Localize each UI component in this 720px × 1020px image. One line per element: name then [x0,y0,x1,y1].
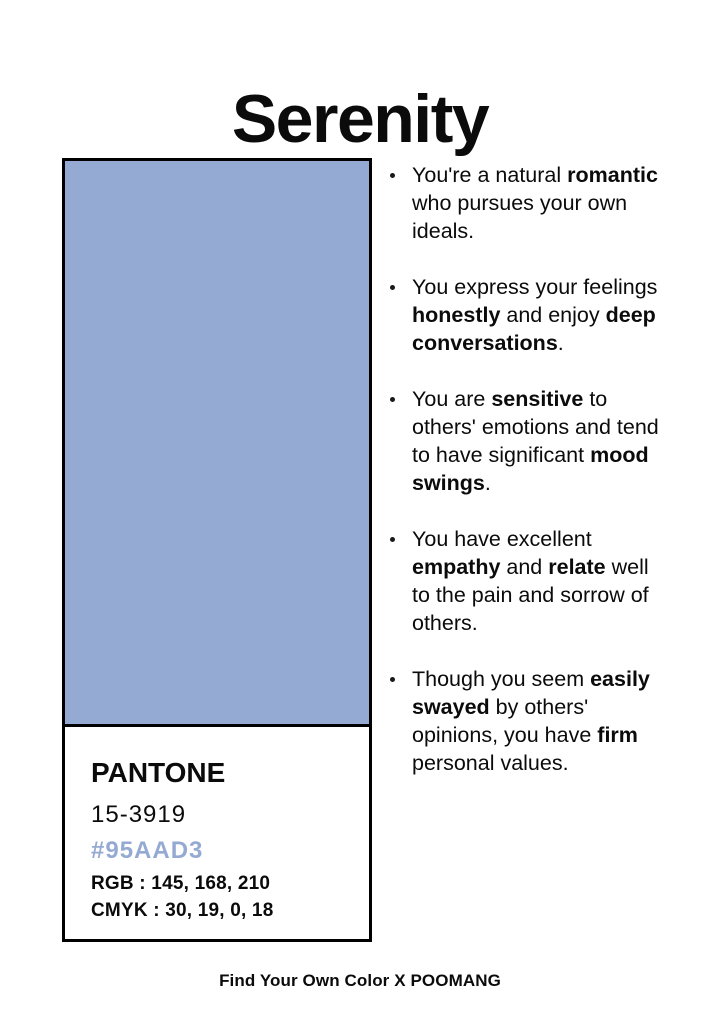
trait-text: You have excellent empathy and relate well to the pain and sorrow of others. [412,527,649,635]
trait-text: You're a natural romantic who pursues your own ideals. [412,163,658,243]
footer-credit: Find Your Own Color X POOMANG [219,971,501,990]
hex-value: #95AAD3 [91,837,204,864]
trait-text: You are sensitive to others' emotions and tend to have significant mood swings. [412,387,659,495]
trait-text: Though you seem easily swayed by others' opinions, you have firm personal values. [412,667,650,775]
pantone-card [62,158,372,942]
trait-item [388,385,660,497]
trait-text: You express your feelings honestly and enjoy deep conversations. [412,275,658,355]
bullet-icon [390,677,395,682]
pantone-code: 15-3919 [91,801,187,828]
bullet-icon [390,285,395,290]
color-info-panel [65,727,369,922]
bullet-icon [390,537,395,542]
trait-item [388,665,660,777]
trait-item [388,273,660,357]
trait-item [388,161,660,245]
cmyk-value: CMYK : 30, 19, 0, 18 [91,900,274,921]
rgb-value: RGB : 145, 168, 210 [91,873,271,894]
pantone-brand-label: PANTONE [91,757,226,788]
page-title: Serenity [231,80,489,157]
bullet-icon [390,397,395,402]
trait-item [388,525,660,637]
color-swatch [65,161,369,727]
trait-list [388,161,660,805]
bullet-icon [390,173,395,178]
